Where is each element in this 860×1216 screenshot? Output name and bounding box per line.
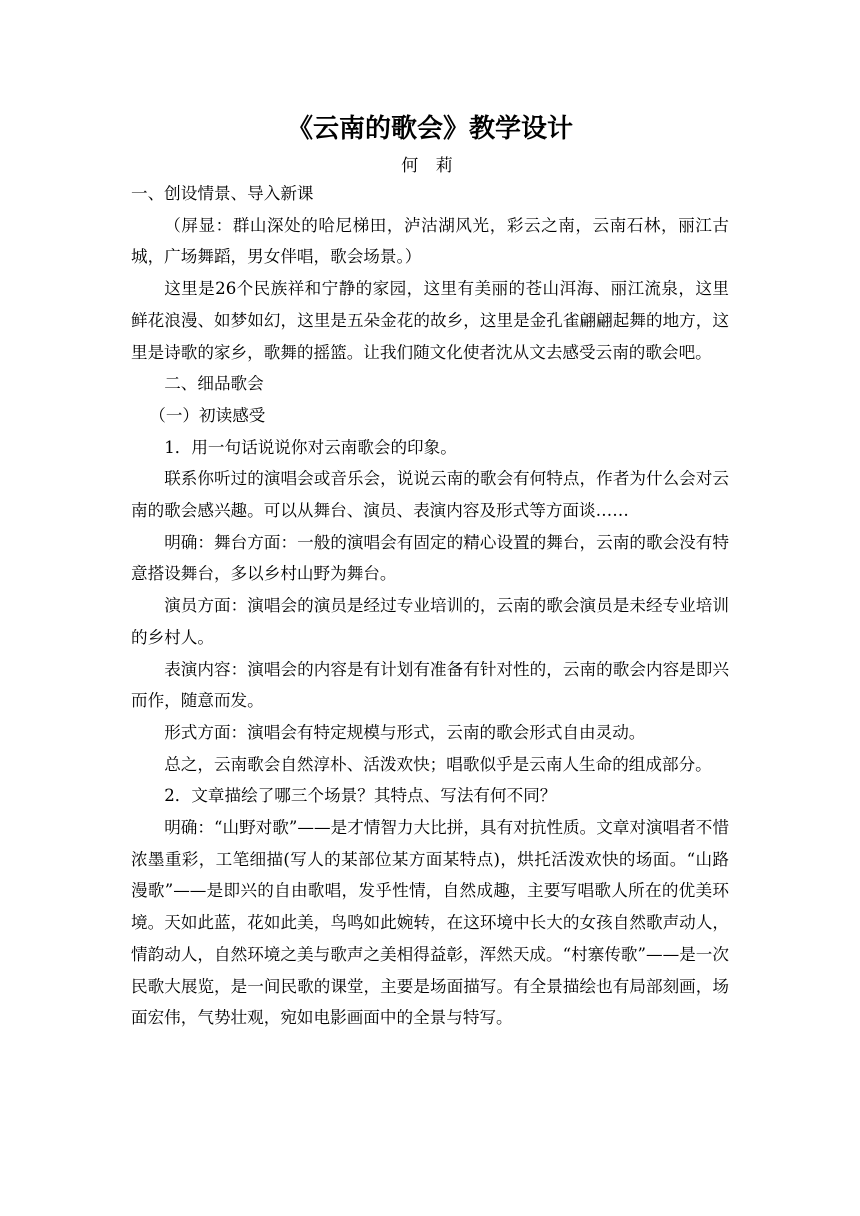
document-body: [131, 178, 729, 1034]
paragraph: 总之，云南歌会自然淳朴、活泼欢快；唱歌似乎是云南人生命的组成部分。: [164, 754, 712, 774]
paragraph: 形式方面：演唱会有特定规模与形式，云南的歌会形式自由灵动。: [164, 722, 646, 742]
question: 2．文章描绘了哪三个场景？其特点、写法有何不同？: [164, 786, 557, 806]
paragraph: 明确：“山野对歌”——是才情智力大比拼，具有对抗性质。文章对演唱者不惜浓墨重彩，工笔细描(写人的某部位某方面某特点)，烘托活泼欢快的场面。“山路漫歌”——是即兴的自由歌唱，发乎性情，自然成趣，主要写唱歌人所在的优美环境。天如此蓝，花如此美，鸟鸣如此婉转，在这环境中长大的女孩自然歌声动人，情韵动人，自然环境之美与歌声之美相得益彰，浑然天成。“村寨传歌”——是一次民歌大展览，是一间民歌的课堂，主要是场面描写。有全景描绘也有局部刻画，场面宏伟，气势壮观，宛如电影画面中的全景与特写。: [131, 818, 729, 1028]
subsection-heading: （一）初读感受: [149, 405, 266, 425]
paragraph: 表演内容：演唱会的内容是有计划有准备有针对性的，云南的歌会内容是即兴而作，随意而发。: [131, 659, 729, 711]
section-heading: 二、细品歌会: [164, 374, 264, 394]
paragraph: 这里是26个民族祥和宁静的家园，这里有美丽的苍山洱海、丽江流泉，这里鲜花浪漫、如梦如幻，这里是五朵金花的故乡，这里是金孔雀翩翩起舞的地方，这里是诗歌的家乡，歌舞的摇篮。让我们随文化使者沈从文去感受云南的歌会吧。: [131, 279, 729, 362]
paragraph: （屏显：群山深处的哈尼梯田，泸沽湖风光，彩云之南，云南石林，丽江古城，广场舞蹈，男女伴唱，歌会场景。）: [131, 215, 729, 267]
question: 1．用一句话说说你对云南歌会的印象。: [164, 437, 457, 457]
paragraph: 联系你听过的演唱会或音乐会，说说云南的歌会有何特点，作者为什么会对云南的歌会感兴趣。可以从舞台、演员、表演内容及形式等方面谈……: [131, 469, 729, 521]
section-heading: 一、创设情景、导入新课: [131, 184, 314, 203]
paragraph: 明确：舞台方面：一般的演唱会有固定的精心设置的舞台，云南的歌会没有特意搭设舞台，多以乡村山野为舞台。: [131, 532, 729, 584]
document-title: 《云南的歌会》教学设计: [286, 114, 573, 144]
author-name: 何 莉: [401, 156, 459, 176]
paragraph: 演员方面：演唱会的演员是经过专业培训的，云南的歌会演员是未经专业培训的乡村人。: [131, 596, 729, 647]
